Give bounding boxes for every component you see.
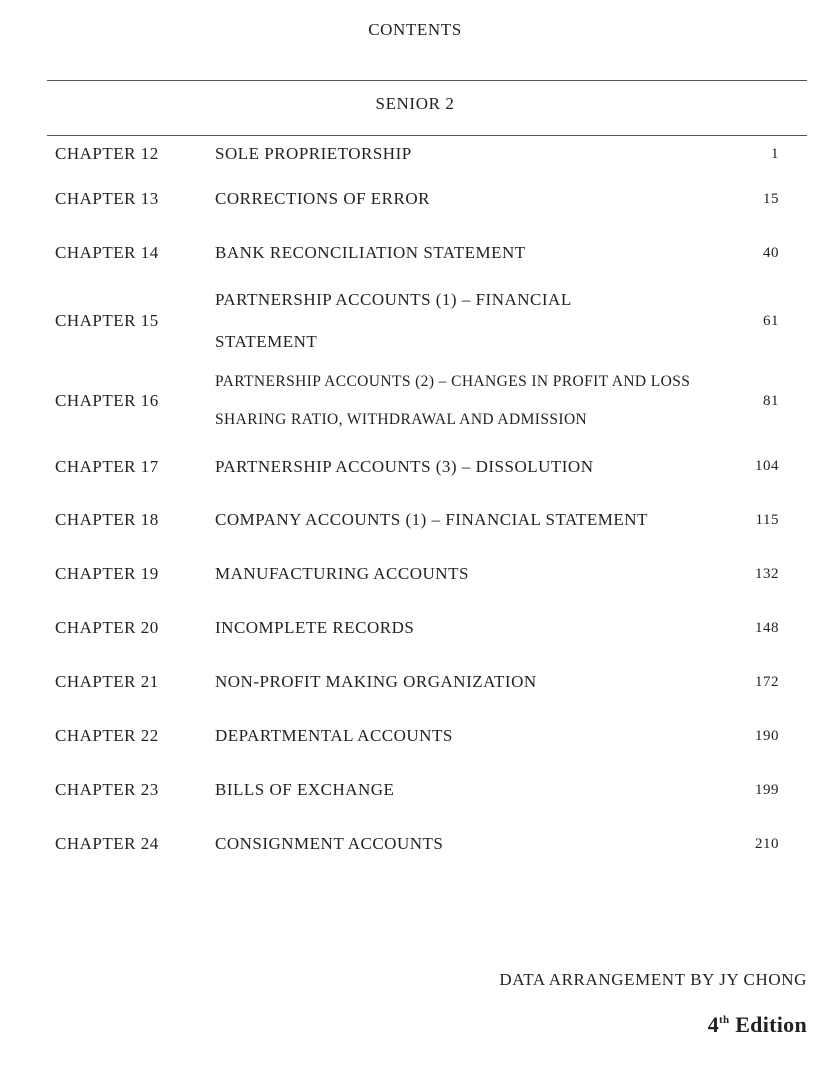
toc-row[interactable]: [55, 601, 785, 655]
table-of-contents: [55, 136, 785, 871]
page-number: 148: [755, 619, 779, 636]
chapter-title: COMPANY ACCOUNTS (1) – FINANCIAL STATEMENT: [215, 510, 648, 529]
credit-line: DATA ARRANGEMENT BY JY CHONG: [499, 970, 807, 989]
toc-row[interactable]: [55, 226, 785, 280]
toc-row[interactable]: [55, 709, 785, 763]
toc-row[interactable]: [55, 172, 785, 226]
toc-row[interactable]: [55, 655, 785, 709]
edition-word: Edition: [735, 1012, 807, 1037]
chapter-title: DEPARTMENTAL ACCOUNTS: [215, 726, 453, 745]
chapter-title: PARTNERSHIP ACCOUNTS (2) – CHANGES IN PROFIT AND LOSS SHARING RATIO, WITHDRAWAL AND ADMISSION: [215, 373, 691, 428]
toc-row[interactable]: [55, 440, 785, 493]
chapter-number: CHAPTER 22: [55, 726, 159, 745]
toc-row[interactable]: [55, 763, 785, 817]
section-heading: SENIOR 2: [375, 94, 455, 113]
edition-label: [708, 1012, 807, 1038]
chapter-title: BANK RECONCILIATION STATEMENT: [215, 243, 526, 262]
chapter-title: PARTNERSHIP ACCOUNTS (3) – DISSOLUTION: [215, 456, 594, 476]
chapter-title: BILLS OF EXCHANGE: [215, 780, 395, 799]
chapter-number: CHAPTER 16: [55, 391, 159, 410]
page-number: 104: [755, 458, 779, 474]
chapter-title: CONSIGNMENT ACCOUNTS: [215, 834, 444, 853]
top-divider: [47, 80, 807, 81]
page-number: 132: [755, 565, 779, 582]
toc-row[interactable]: [55, 136, 785, 172]
chapter-title: SOLE PROPRIETORSHIP: [215, 144, 412, 163]
chapter-title: MANUFACTURING ACCOUNTS: [215, 564, 469, 583]
chapter-title: PARTNERSHIP ACCOUNTS (1) – FINANCIAL STATEMENT: [215, 290, 572, 351]
chapter-number: CHAPTER 24: [55, 834, 159, 853]
chapter-number: CHAPTER 17: [55, 456, 159, 476]
page-number: 1: [771, 145, 779, 162]
chapter-number: CHAPTER 12: [55, 144, 159, 163]
chapter-number: CHAPTER 23: [55, 780, 159, 799]
chapter-number: CHAPTER 15: [55, 311, 159, 330]
toc-row[interactable]: [55, 280, 785, 362]
chapter-title: CORRECTIONS OF ERROR: [215, 189, 430, 208]
contents-title: CONTENTS: [368, 20, 462, 39]
page-number: 115: [755, 511, 779, 528]
page-number: 15: [763, 190, 779, 207]
toc-row[interactable]: [55, 493, 785, 547]
toc-row[interactable]: [55, 817, 785, 871]
chapter-number: CHAPTER 20: [55, 618, 159, 637]
page-number: 199: [755, 781, 779, 798]
chapter-number: CHAPTER 18: [55, 510, 159, 529]
page-number: 81: [763, 392, 779, 409]
page-number: 172: [755, 673, 779, 690]
toc-row[interactable]: [55, 547, 785, 601]
chapter-number: CHAPTER 14: [55, 243, 159, 262]
page-number: 210: [755, 835, 779, 852]
chapter-number: CHAPTER 13: [55, 189, 159, 208]
chapter-number: CHAPTER 19: [55, 564, 159, 583]
edition-ordinal-suffix: th: [719, 1014, 730, 1026]
page-number: 190: [755, 727, 779, 744]
edition-number: 4: [707, 1012, 719, 1037]
page-number: 40: [763, 244, 779, 261]
chapter-number: CHAPTER 21: [55, 672, 159, 691]
chapter-title: INCOMPLETE RECORDS: [215, 618, 415, 637]
page-number: 61: [763, 312, 779, 329]
chapter-title: NON-PROFIT MAKING ORGANIZATION: [215, 672, 537, 691]
toc-row[interactable]: [55, 362, 785, 440]
